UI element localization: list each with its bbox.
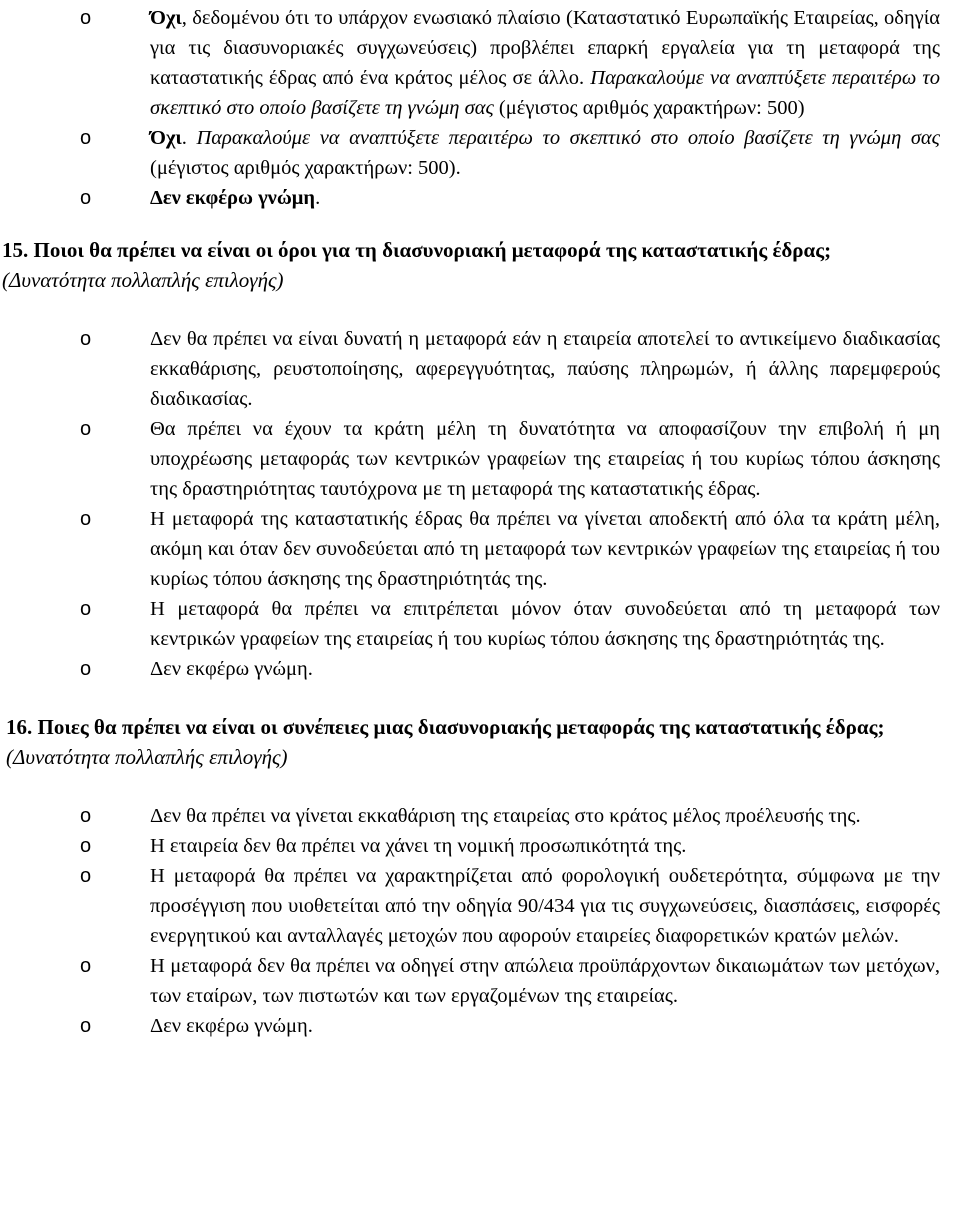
bullet-marker: o xyxy=(80,418,92,440)
q15-option-3[interactable] xyxy=(0,504,960,594)
option-text: Θα πρέπει να έχουν τα κράτη μέλη τη δυνατότητα να αποφασίζουν την επιβολή ή μη υποχρέωσης μεταφοράς των κεντρικών γραφείων της εταιρείας ή του κυρίως τόπου άσκησης της δραστηριότητας ταυτόχρονα με τη μεταφορά της καταστατικής έδρας. xyxy=(150,418,940,500)
question-note: (Δυνατότητα πολλαπλής επιλογής) xyxy=(2,268,284,292)
bullet-marker: o xyxy=(80,955,92,977)
option-no[interactable] xyxy=(0,123,960,183)
q16-option-1[interactable] xyxy=(0,801,960,831)
question-15-options xyxy=(0,324,960,684)
q15-option-4[interactable] xyxy=(0,594,960,654)
option-char-limit: (μέγιστος αριθμός χαρακτήρων: 500). xyxy=(150,157,461,179)
question-16-options xyxy=(0,801,960,1041)
q16-option-5[interactable] xyxy=(0,1011,960,1041)
option-bold-label: Όχι xyxy=(150,127,182,149)
q15-option-1[interactable] xyxy=(0,324,960,414)
bullet-marker: o xyxy=(80,835,92,857)
option-text: Δεν εκφέρω γνώμη. xyxy=(150,1015,313,1037)
bullet-marker: o xyxy=(80,7,92,29)
bullet-marker: o xyxy=(80,187,92,209)
option-text: Η μεταφορά θα πρέπει να χαρακτηρίζεται από φορολογική ουδετερότητα, σύμφωνα με την προσέγγιση που υιοθετείται από την οδηγία 90/434 για τις συγχωνεύσεις, διασπάσεις, εισφορές ενεργητικού και ανταλλαγές μετοχών που αφορούν εταιρείες διαφορετικών κρατών μελών. xyxy=(150,865,940,947)
bullet-marker: o xyxy=(80,598,92,620)
bullet-marker: o xyxy=(80,328,92,350)
bullet-marker: o xyxy=(80,805,92,827)
option-no-opinion[interactable] xyxy=(0,183,960,213)
option-text: , δεδομένου ότι το υπάρχον ενωσιακό πλαίσιο (Καταστατικό Ευρωπαϊκής Εταιρείας, οδηγία για τις διασυνοριακές συγχωνεύσεις) προβλέπει επαρκή εργαλεία για τη μεταφορά της καταστατικής έδρας από ένα κράτος μέλος σε άλλο. xyxy=(150,7,940,89)
bullet-marker: o xyxy=(80,508,92,530)
bullet-marker: o xyxy=(80,127,92,149)
q16-option-2[interactable] xyxy=(0,831,960,861)
q16-option-4[interactable] xyxy=(0,951,960,1011)
option-text: Η εταιρεία δεν θα πρέπει να χάνει τη νομική προσωπικότητά της. xyxy=(150,835,687,857)
option-text: Δεν θα πρέπει να είναι δυνατή η μεταφορά εάν η εταιρεία αποτελεί το αντικείμενο διαδικασίας εκκαθάρισης, ρευστοποίησης, αφερεγγυότητας, παύσης πληρωμών, ή άλλης παρεμφερούς διαδικασίας. xyxy=(150,328,940,410)
option-no-existing-framework[interactable] xyxy=(0,3,960,123)
option-text: Η μεταφορά της καταστατικής έδρας θα πρέπει να γίνεται αποδεκτή από όλα τα κράτη μέλη, ακόμη και όταν δεν συνοδεύεται από τη μεταφορά των κεντρικών γραφείων της εταιρείας ή του κυρίως τόπου άσκησης της δραστηριότητάς της. xyxy=(150,508,940,590)
option-text: . xyxy=(315,187,321,209)
question-note: (Δυνατότητα πολλαπλής επιλογής) xyxy=(6,745,288,769)
option-text: Δεν εκφέρω γνώμη. xyxy=(150,658,313,680)
bullet-marker: o xyxy=(80,865,92,887)
question-text: 16. Ποιες θα πρέπει να είναι οι συνέπειες μιας διασυνοριακής μεταφοράς της καταστατικής έδρας; xyxy=(6,715,885,739)
q15-option-5[interactable] xyxy=(0,654,960,684)
option-char-limit: (μέγιστος αριθμός χαρακτήρων: 500) xyxy=(493,97,805,119)
bullet-marker: o xyxy=(80,658,92,680)
question-text: 15. Ποιοι θα πρέπει να είναι οι όροι για τη διασυνοριακή μεταφορά της καταστατικής έδρας; xyxy=(2,238,832,262)
option-text: Δεν θα πρέπει να γίνεται εκκαθάριση της εταιρείας στο κράτος μέλος προέλευσής της. xyxy=(150,805,861,827)
question-16-title xyxy=(0,712,960,772)
option-text: Η μεταφορά θα πρέπει να επιτρέπεται μόνον όταν συνοδεύεται από τη μεταφορά των κεντρικών γραφείων της εταιρείας ή του κυρίως τόπου άσκησης της δραστηριότητάς της. xyxy=(150,598,940,650)
option-text: Η μεταφορά δεν θα πρέπει να οδηγεί στην απώλεια προϋπάρχοντων δικαιωμάτων των μετόχων, των εταίρων, των πιστωτών και των εργαζομένων της εταιρείας. xyxy=(150,955,940,1007)
option-instruction: Παρακαλούμε να αναπτύξετε περαιτέρω το σκεπτικό στο οποίο βασίζετε τη γνώμη σας xyxy=(196,127,941,149)
previous-question-options xyxy=(0,3,960,213)
option-bold-label: Δεν εκφέρω γνώμη xyxy=(150,187,316,209)
option-bold-label: Όχι xyxy=(150,7,182,29)
q15-option-2[interactable] xyxy=(0,414,960,504)
option-instruction: Παρακαλούμε να αναπτύξετε περαιτέρω το σκεπτικό στο οποίο βασίζετε τη γνώμη σας xyxy=(150,67,940,119)
q16-option-3[interactable] xyxy=(0,861,960,951)
option-text: . xyxy=(181,127,197,149)
bullet-marker: o xyxy=(80,1015,92,1037)
question-15-title xyxy=(0,235,960,295)
